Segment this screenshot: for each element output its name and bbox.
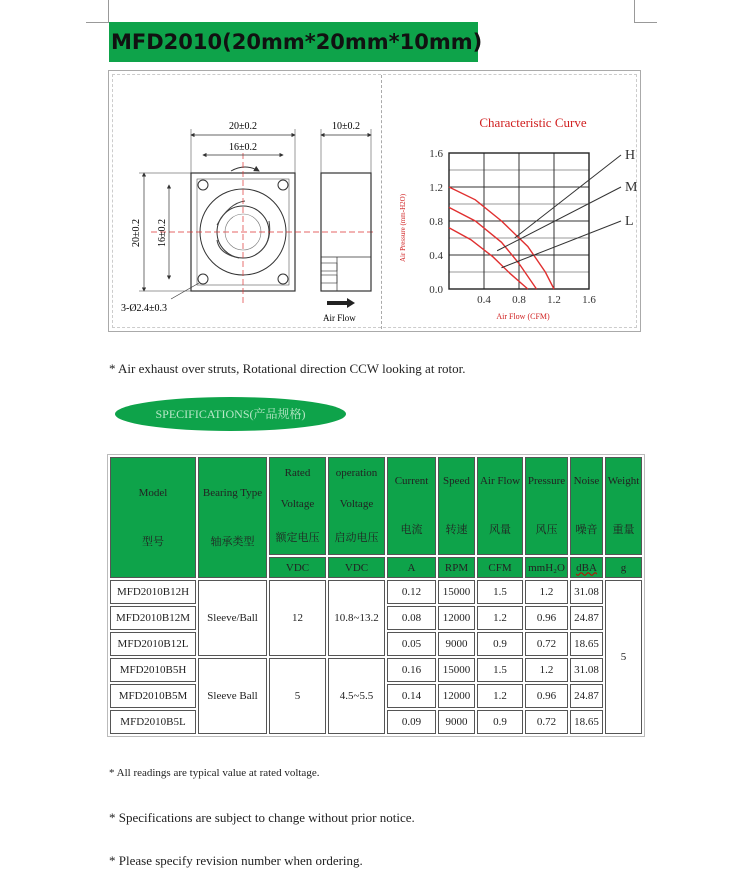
cell-weight: 5 [605, 580, 642, 734]
fan-dimension-drawing [111, 73, 381, 331]
dim-depth: 10±0.2 [332, 121, 360, 132]
header-airflow: Air Flow 风量 [477, 457, 523, 555]
characteristic-curve-chart [383, 73, 639, 331]
unit-operation: VDC [328, 557, 385, 578]
x-tick-label: 0.8 [512, 294, 526, 306]
cell-pressure: 1.2 [525, 658, 568, 682]
y-tick-label: 0.4 [429, 250, 443, 262]
cell-noise: 24.87 [570, 606, 603, 630]
rotation-arrow-icon [231, 167, 259, 171]
curve-M [449, 207, 537, 289]
series-label-L: L [625, 214, 634, 229]
cell-airflow: 1.5 [477, 658, 523, 682]
mount-hole [198, 180, 208, 190]
cell-rated-voltage: 5 [269, 658, 326, 734]
dim-width-top: 20±0.2 [229, 121, 257, 132]
leader-line-H [515, 155, 621, 238]
x-tick-label: 1.2 [547, 294, 561, 306]
cell-speed: 15000 [438, 580, 475, 604]
cell-pressure: 1.2 [525, 580, 568, 604]
note-revision-number: * Please specify revision number when ordering. [109, 853, 363, 868]
cell-pressure: 0.96 [525, 684, 568, 708]
y-tick-label: 1.2 [429, 182, 443, 194]
cell-model: MFD2010B12H [110, 580, 196, 604]
dim-height-inner: 16±0.2 [157, 219, 168, 247]
cell-noise: 24.87 [570, 684, 603, 708]
x-tick-label: 1.6 [582, 294, 596, 306]
unit-pressure: mmH₂O [525, 557, 568, 578]
airflow-label: Air Flow [323, 313, 356, 323]
header-operation-voltage: operation Voltage 启动电压 [328, 457, 385, 555]
specifications-table [107, 454, 645, 737]
side-connector [321, 275, 337, 283]
side-connector [321, 263, 337, 271]
y-tick-label: 1.6 [429, 148, 443, 160]
cell-current: 0.12 [387, 580, 436, 604]
unit-weight: g [605, 557, 642, 578]
cell-noise: 18.65 [570, 632, 603, 656]
cell-model: MFD2010B5M [110, 684, 196, 708]
cell-pressure: 0.96 [525, 606, 568, 630]
cell-speed: 12000 [438, 684, 475, 708]
chart-ylabel: Air Pressure (mm-H2O) [399, 193, 407, 263]
cell-noise: 31.08 [570, 658, 603, 682]
cell-speed: 12000 [438, 606, 475, 630]
header-pressure: Pressure 风压 [525, 457, 568, 555]
page-corner-mark-left [86, 0, 109, 23]
header-bearing: Bearing Type 轴承类型 [198, 457, 267, 578]
page-corner-mark-right [634, 0, 657, 23]
note-typical-values: * All readings are typical value at rated voltage. [109, 767, 320, 779]
cell-bearing: Sleeve/Ball [198, 580, 267, 656]
table-row [110, 580, 642, 604]
cell-model: MFD2010B12L [110, 632, 196, 656]
y-tick-label: 0.8 [429, 216, 443, 228]
cell-noise: 31.08 [570, 580, 603, 604]
y-tick-label: 0.0 [429, 284, 443, 296]
cell-airflow: 1.2 [477, 684, 523, 708]
note-spec-change: * Specifications are subject to change without prior notice. [109, 810, 415, 825]
cell-bearing: Sleeve Ball [198, 658, 267, 734]
header-model: Model 型号 [110, 457, 196, 578]
unit-current: A [387, 557, 436, 578]
mount-hole [278, 180, 288, 190]
cell-model: MFD2010B5L [110, 710, 196, 734]
fan-blade [217, 201, 245, 225]
chart-title: Characteristic Curve [479, 115, 587, 130]
header-noise: Noise 噪音 [570, 457, 603, 555]
series-label-H: H [625, 148, 636, 163]
airflow-arrow-icon [327, 298, 355, 308]
table-header-row [110, 457, 642, 555]
dim-height-outer: 20±0.2 [131, 219, 142, 247]
dim-hole: 3-Ø2.4±0.3 [121, 303, 168, 314]
unit-speed: RPM [438, 557, 475, 578]
fan-blade [217, 240, 239, 258]
header-speed: Speed 转速 [438, 457, 475, 555]
leader-line-M [497, 187, 621, 251]
cell-model: MFD2010B5H [110, 658, 196, 682]
cell-current: 0.09 [387, 710, 436, 734]
mount-hole [278, 274, 288, 284]
table-row [110, 658, 642, 682]
cell-operation-voltage: 4.5~5.5 [328, 658, 385, 734]
header-weight: Weight 重量 [605, 457, 642, 555]
series-label-M: M [625, 180, 638, 195]
cell-pressure: 0.72 [525, 632, 568, 656]
cell-current: 0.08 [387, 606, 436, 630]
mount-hole [198, 274, 208, 284]
cell-current: 0.16 [387, 658, 436, 682]
page-title: MFD2010(20mm*20mm*10mm) [109, 22, 478, 62]
cell-model: MFD2010B12M [110, 606, 196, 630]
cell-pressure: 0.72 [525, 710, 568, 734]
cell-airflow: 0.9 [477, 710, 523, 734]
cell-airflow: 1.2 [477, 606, 523, 630]
specifications-label: SPECIFICATIONS(产品规格) [115, 397, 346, 431]
cell-rated-voltage: 12 [269, 580, 326, 656]
unit-noise: dBA [570, 557, 603, 578]
drawing-figure [108, 70, 641, 332]
header-rated-voltage: Rated Voltage 额定电压 [269, 457, 326, 555]
dim-width-inner: 16±0.2 [229, 142, 257, 153]
cell-airflow: 0.9 [477, 632, 523, 656]
cell-operation-voltage: 10.8~13.2 [328, 580, 385, 656]
cell-current: 0.05 [387, 632, 436, 656]
note-airflow-direction: * Air exhaust over struts, Rotational direction CCW looking at rotor. [109, 361, 466, 376]
unit-rated: VDC [269, 557, 326, 578]
header-current: Current 电流 [387, 457, 436, 555]
fan-blade [255, 221, 270, 255]
cell-airflow: 1.5 [477, 580, 523, 604]
cell-current: 0.14 [387, 684, 436, 708]
cell-speed: 9000 [438, 710, 475, 734]
cell-noise: 18.65 [570, 710, 603, 734]
x-tick-label: 0.4 [477, 294, 491, 306]
unit-airflow: CFM [477, 557, 523, 578]
cell-speed: 15000 [438, 658, 475, 682]
cell-speed: 9000 [438, 632, 475, 656]
chart-xlabel: Air Flow (CFM) [496, 312, 550, 321]
